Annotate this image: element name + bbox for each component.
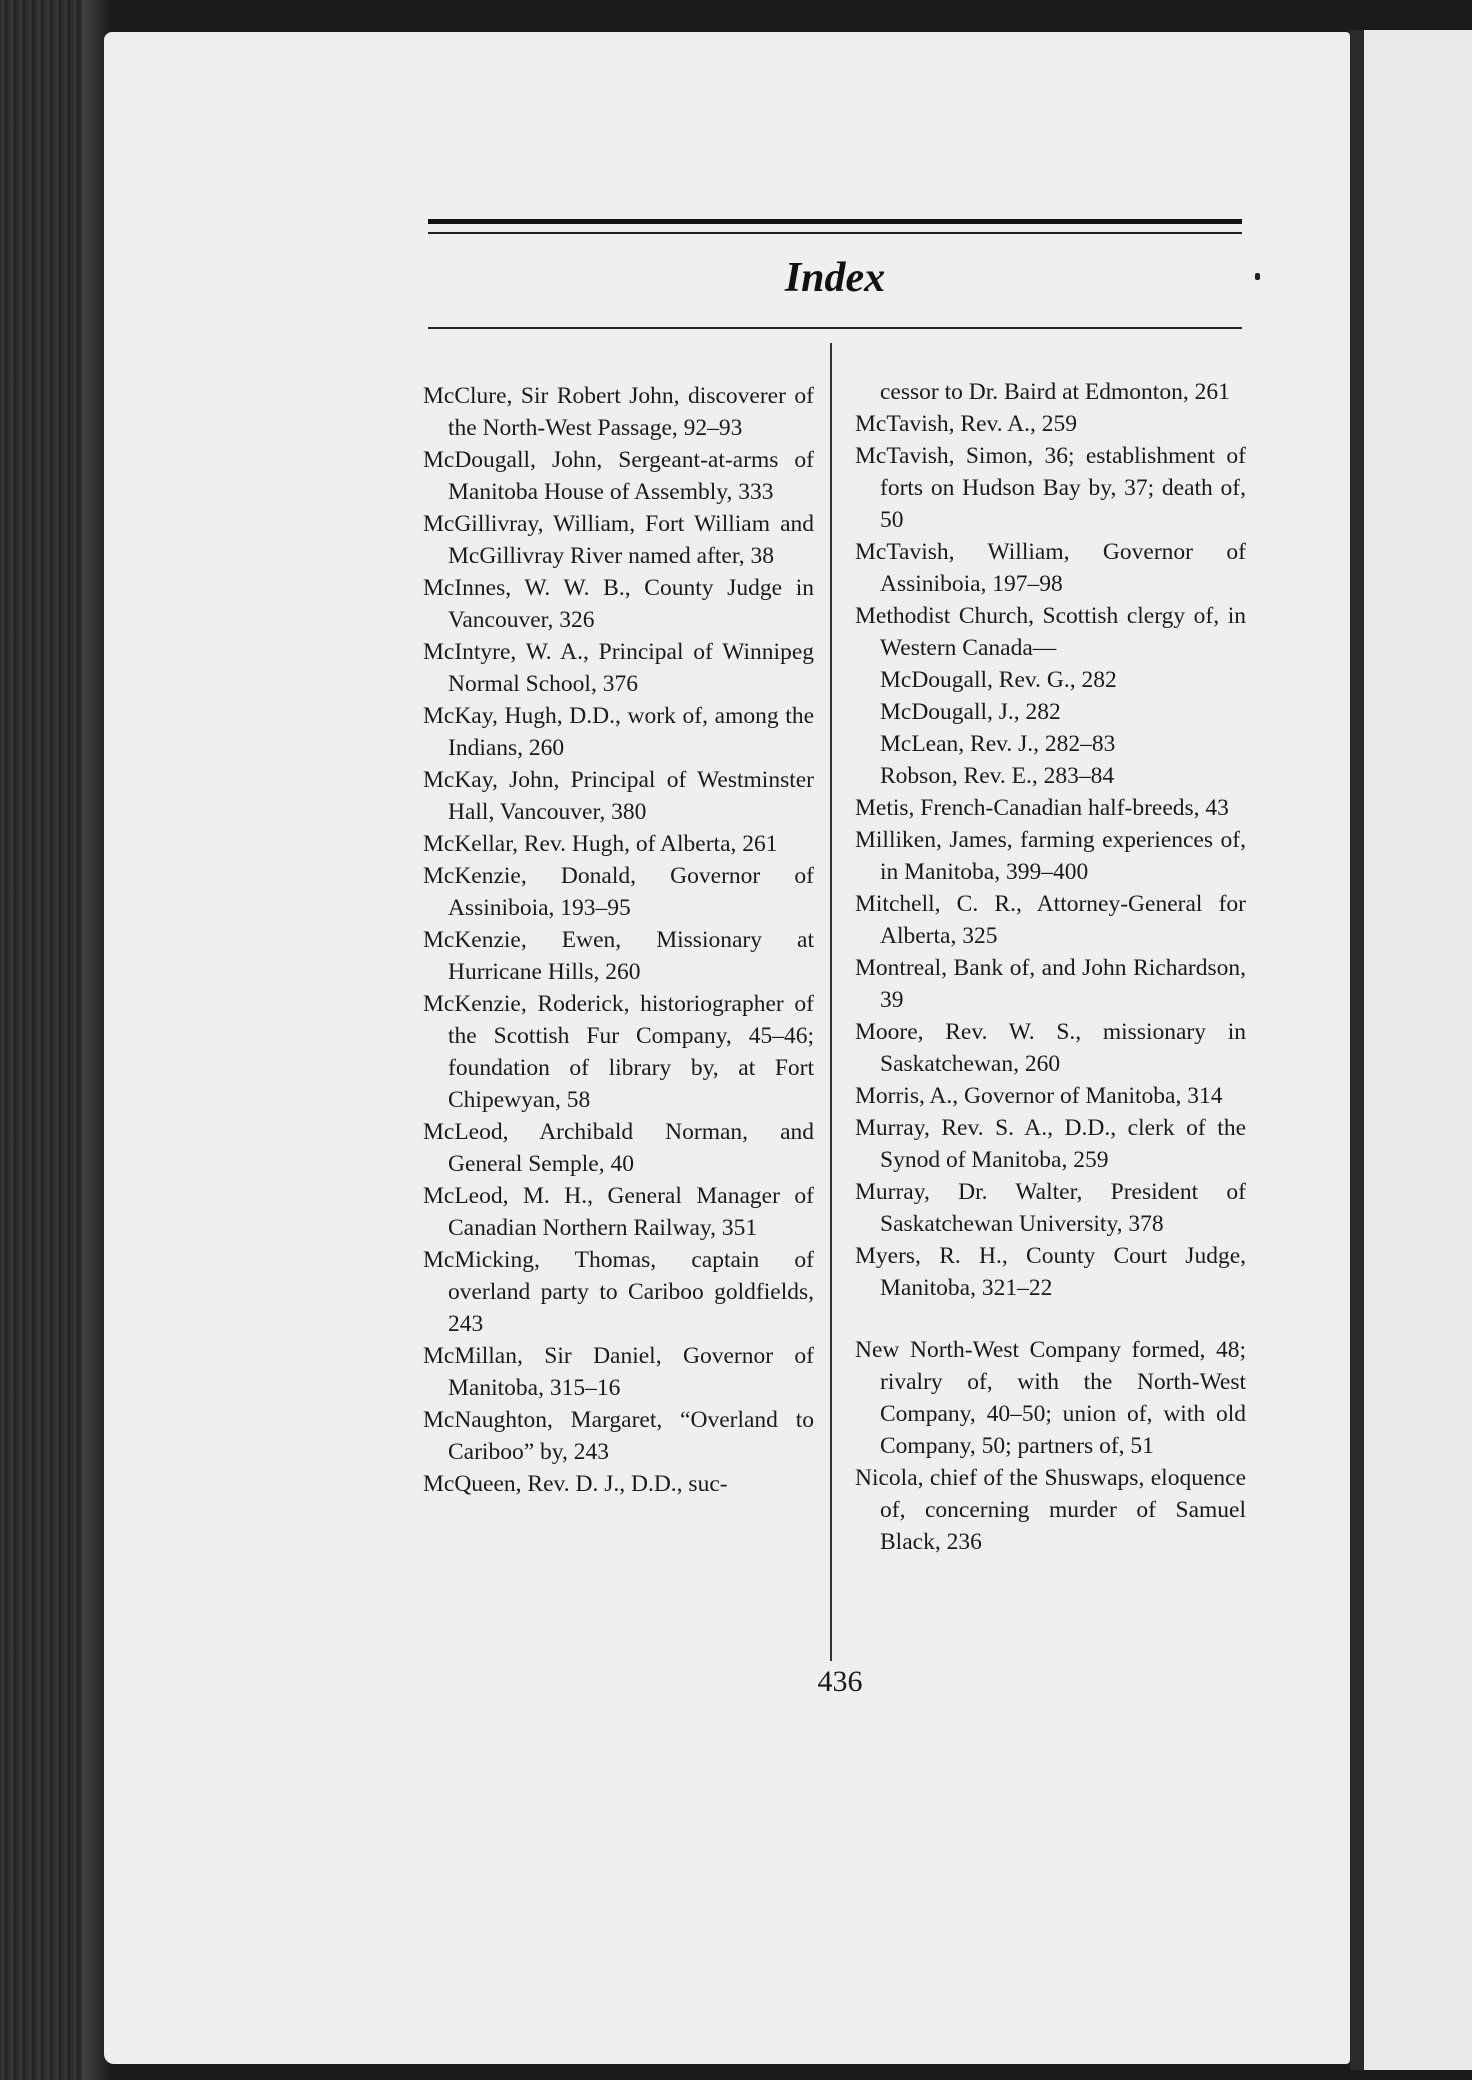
index-entry: McDougall, John, Sergeant-at-arms of Manitoba House of Assembly, 333	[423, 447, 814, 505]
index-entry: McQueen, Rev. D. J., D.D., suc-	[423, 1471, 728, 1497]
index-subentry: McDougall, Rev. G., 282	[880, 667, 1117, 693]
gutter-shadow	[1350, 30, 1364, 2070]
header-rule-thick	[428, 219, 1242, 224]
book-spine-edge	[0, 0, 112, 2080]
index-entry: McKellar, Rev. Hugh, of Alberta, 261	[423, 831, 778, 857]
next-page-edge	[1364, 30, 1472, 2070]
index-entry: McLeod, M. H., General Manager of Canadian Northern Railway, 351	[423, 1183, 814, 1241]
index-entry: McKenzie, Roderick, historiographer of the Scottish Fur Company, 45–46; foundation of library by, at Fort Chipewyan, 58	[423, 991, 814, 1113]
ink-mark	[1255, 273, 1260, 280]
index-column-right	[855, 376, 1246, 1558]
page-title: Index	[784, 255, 886, 301]
index-entry: McTavish, William, Governor of Assiniboia, 197–98	[855, 539, 1246, 597]
page-number: 436	[817, 1665, 863, 1698]
index-entry: Mitchell, C. R., Attorney-General for Alberta, 325	[855, 891, 1246, 949]
index-entry: McTavish, Simon, 36; establishment of forts on Hudson Bay by, 37; death of, 50	[855, 443, 1246, 533]
index-column-left	[423, 380, 814, 1500]
index-entry: McLeod, Archibald Norman, and General Semple, 40	[423, 1119, 814, 1177]
index-entry: McIntyre, W. A., Principal of Winnipeg Normal School, 376	[423, 639, 814, 697]
index-subentry: McDougall, J., 282	[880, 699, 1061, 725]
index-entry: McKenzie, Donald, Governor of Assiniboia, 193–95	[423, 863, 814, 921]
header-rule-thin	[428, 232, 1242, 234]
index-entry: Murray, Dr. Walter, President of Saskatchewan University, 378	[855, 1179, 1246, 1237]
section-gap	[855, 1304, 1246, 1334]
index-entry: McClure, Sir Robert John, discoverer of the North-West Passage, 92–93	[423, 383, 814, 441]
index-entry: McInnes, W. W. B., County Judge in Vancouver, 326	[423, 575, 814, 633]
index-entry: McKay, Hugh, D.D., work of, among the Indians, 260	[423, 703, 814, 761]
index-entry: McGillivray, William, Fort William and McGillivray River named after, 38	[423, 511, 814, 569]
index-entry: McMicking, Thomas, captain of overland party to Cariboo goldfields, 243	[423, 1247, 814, 1337]
index-entry: McMillan, Sir Daniel, Governor of Manitoba, 315–16	[423, 1343, 814, 1401]
index-entry: Milliken, James, farming experiences of, in Manitoba, 399–400	[855, 827, 1246, 885]
index-subentry: Robson, Rev. E., 283–84	[880, 763, 1115, 789]
index-entry: McTavish, Rev. A., 259	[855, 411, 1078, 437]
index-entry: McKenzie, Ewen, Missionary at Hurricane Hills, 260	[423, 927, 814, 985]
index-entry: Montreal, Bank of, and John Richardson, 39	[855, 955, 1246, 1013]
index-entry: McKay, John, Principal of Westminster Hall, Vancouver, 380	[423, 767, 814, 825]
header-rule-bottom	[428, 327, 1242, 329]
index-entry: Murray, Rev. S. A., D.D., clerk of the Synod of Manitoba, 259	[855, 1115, 1246, 1173]
index-entry: Methodist Church, Scottish clergy of, in Western Canada—	[855, 603, 1246, 661]
index-entry-continuation: cessor to Dr. Baird at Edmonton, 261	[880, 379, 1230, 405]
index-entry: Morris, A., Governor of Manitoba, 314	[855, 1083, 1223, 1109]
index-entry: McNaughton, Margaret, “Overland to Cariboo” by, 243	[423, 1407, 814, 1465]
column-divider	[830, 343, 832, 1661]
index-entry: New North-West Company formed, 48; rivalry of, with the North-West Company, 40–50; union of, with old Company, 50; partners of, 51	[855, 1337, 1246, 1459]
index-entry: Moore, Rev. W. S., missionary in Saskatchewan, 260	[855, 1019, 1246, 1077]
index-entry: Metis, French-Canadian half-breeds, 43	[855, 795, 1229, 821]
index-subentry: McLean, Rev. J., 282–83	[880, 731, 1116, 757]
index-entry: Nicola, chief of the Shuswaps, eloquence of, concerning murder of Samuel Black, 236	[855, 1465, 1246, 1555]
index-entry: Myers, R. H., County Court Judge, Manitoba, 321–22	[855, 1243, 1246, 1301]
